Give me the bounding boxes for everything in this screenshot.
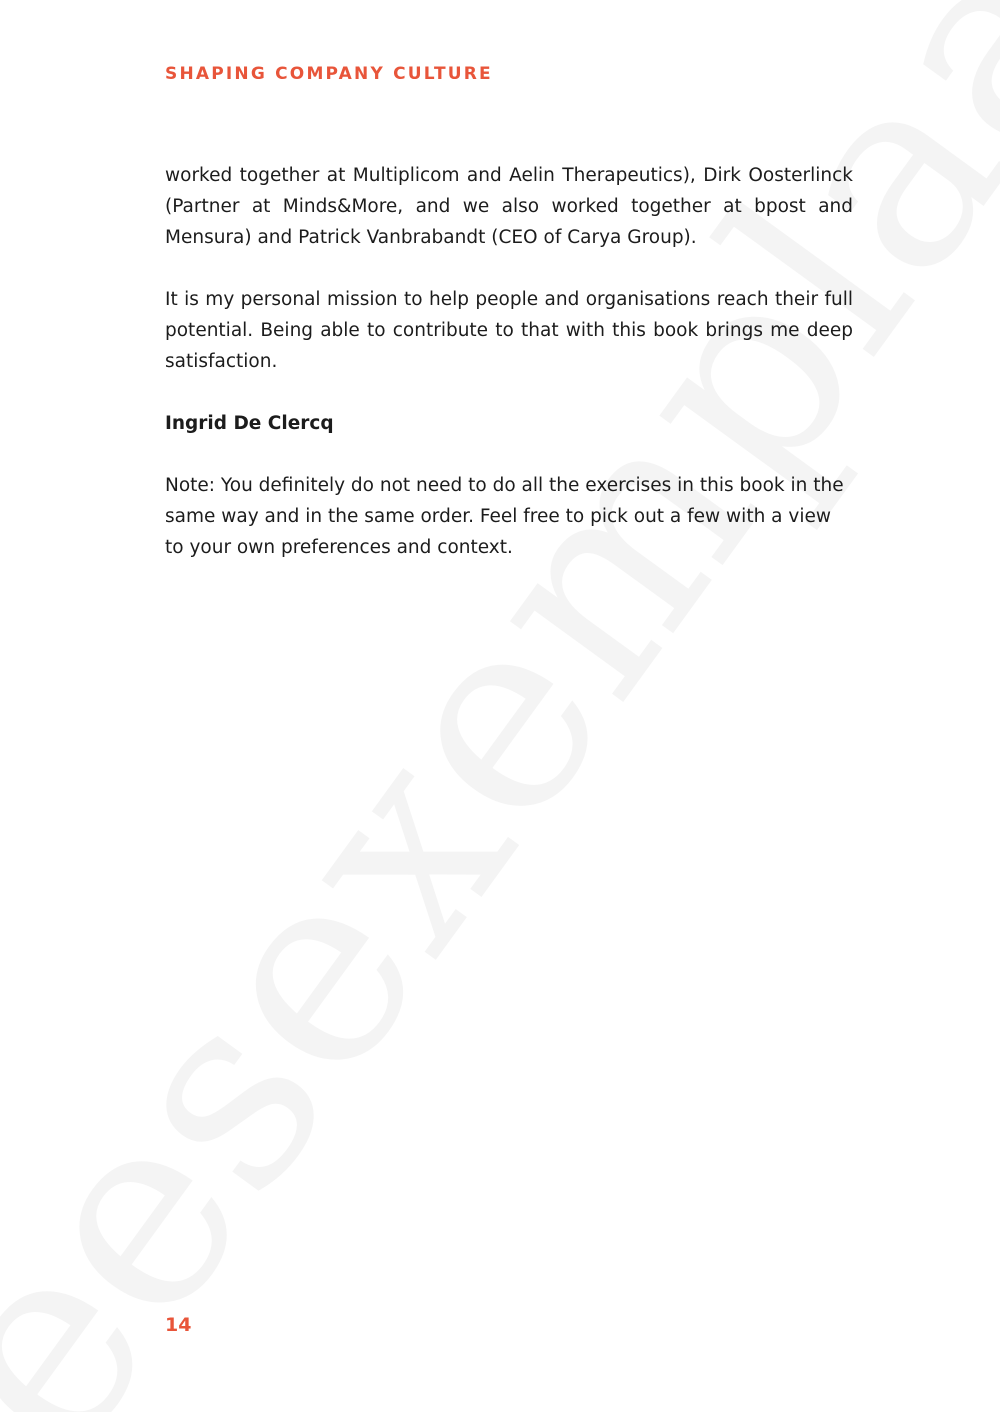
paragraph-acknowledgements: worked together at Multiplicom and Aelin Therapeutics), Dirk Oosterlinck (Partner at Minds&More, and we also worked together at bpost and Mensura) and Patrick Vanbrabandt (CEO of Carya Group). (165, 165, 853, 248)
body-text (165, 160, 853, 594)
paragraph-note: Note: You definitely do not need to do all the exercises in this book in the same way and in the same order. Feel free to pick out a few with a view to your own preferences and context. (165, 475, 844, 558)
running-header: SHAPING COMPANY CULTURE (165, 64, 493, 84)
author-signature: Ingrid De Clercq (165, 413, 334, 434)
paragraph-mission: It is my personal mission to help people and organisations reach their full potential. Being able to contribute to that with this book brings me deep satisfaction. (165, 289, 853, 372)
page-number: 14 (165, 1314, 192, 1336)
